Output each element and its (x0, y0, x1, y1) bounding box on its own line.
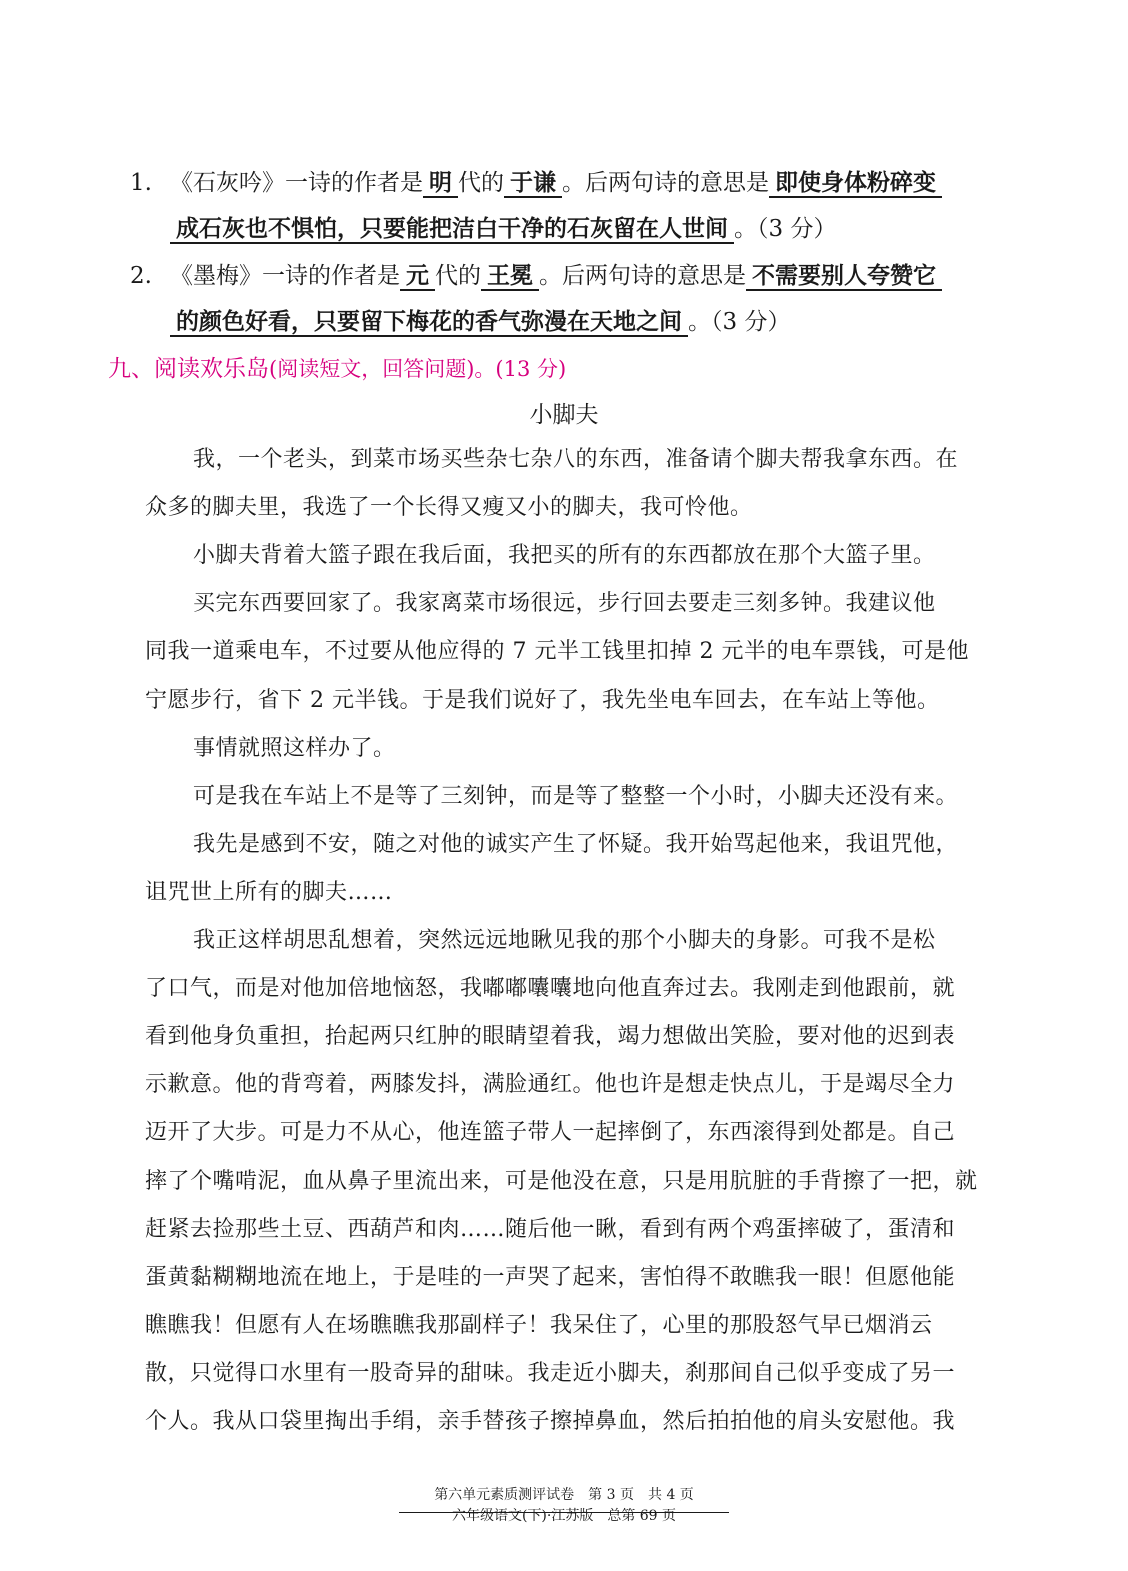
story-line: 事情就照这样办了。 (193, 735, 396, 761)
story-line: 瞧瞧我！但愿有人在场瞧瞧我那副样子！我呆住了，心里的那股怒气早已烟消云 (145, 1312, 933, 1338)
story-line: 我，一个老头，到菜市场买些杂七杂八的东西，准备请个脚夫帮我拿东西。在 (193, 447, 959, 472)
story-title: 小脚夫 (529, 402, 599, 428)
question-text: 。后两句诗的意思是 (562, 170, 769, 196)
answer-dynasty: 明 (423, 170, 458, 198)
story-line: 我正这样胡思乱想着，突然远远地瞅见我的那个小脚夫的身影。可我不是松 (193, 928, 936, 953)
question-score: 。（3 分） (734, 216, 837, 242)
story-line: 宁愿步行，省下 2 元半钱。于是我们说好了，我先坐电车回去，在车站上等他。 (145, 687, 940, 713)
story-line: 同我一道乘电车，不过要从他应得的 7 元半工钱里扣掉 2 元半的电车票钱，可是他 (145, 639, 969, 665)
story-line: 看到他身负重担，抬起两只红肿的眼睛望着我，竭力想做出笑脸，要对他的迟到表 (145, 1024, 956, 1050)
question-line (170, 253, 942, 299)
question-text: 代的 (435, 263, 481, 289)
story-line: 众多的脚夫里，我选了一个长得又瘦又小的脚夫，我可怜他。 (145, 495, 753, 521)
section-subtitle: (阅读短文，回答问题)。(13 分) (269, 357, 567, 381)
question-score: 。（3 分） (688, 309, 791, 335)
story-line: 可是我在车站上不是等了三刻钟，而是等了整整一个小时，小脚夫还没有来。 (193, 783, 959, 809)
section-heading (108, 350, 566, 383)
answer-meaning: 即使身体粉碎变 (769, 170, 942, 198)
question-line (170, 299, 790, 345)
question-1 (130, 160, 1030, 252)
question-text: 。后两句诗的意思是 (539, 263, 746, 289)
question-number: 2. (130, 263, 152, 289)
question-line (170, 206, 836, 252)
answer-meaning: 不需要别人夸赞它 (746, 263, 942, 291)
answer-author: 王冕 (481, 263, 539, 291)
story-line: 买完东西要回家了。我家离菜市场很远，步行回去要走三刻多钟。我建议他 (193, 591, 936, 617)
story-line: 诅咒世上所有的脚夫…… (145, 879, 393, 905)
story-line: 赶紧去捡那些土豆、西葫芦和肉……随后他一瞅，看到有两个鸡蛋摔破了，蛋清和 (145, 1216, 956, 1242)
answer-meaning: 的颜色好看，只要留下梅花的香气弥漫在天地之间 (170, 309, 688, 337)
answer-dynasty: 元 (400, 263, 435, 291)
story-line: 散，只觉得口水里有一股奇异的甜味。我走近小脚夫，刹那间自己似乎变成了另一 (145, 1360, 956, 1386)
question-2 (130, 253, 1030, 345)
story-line: 了口气，而是对他加倍地恼怒，我嘟嘟囔囔地向他直奔过去。我刚走到他跟前，就 (145, 976, 956, 1002)
story-line: 示歉意。他的背弯着，两膝发抖，满脸通红。他也许是想走快点儿，于是竭尽全力 (145, 1072, 956, 1098)
section-title: 九、阅读欢乐岛 (108, 356, 269, 382)
story-line: 迈开了大步。可是力不从心，他连篮子带人一起摔倒了，东西滚得到处都是。自己 (145, 1120, 956, 1146)
footer-line-2: 六年级语文(下)·江苏版 总第 69 页 (451, 1508, 677, 1524)
question-number: 1. (130, 170, 152, 196)
story-line: 我先是感到不安，随之对他的诚实产生了怀疑。我开始骂起他来，我诅咒他， (193, 831, 959, 857)
question-text: 《墨梅》一诗的作者是 (170, 263, 400, 289)
answer-author: 于谦 (504, 170, 562, 198)
question-text: 《石灰吟》一诗的作者是 (170, 170, 423, 196)
story-line: 小脚夫背着大篮子跟在我后面，我把买的所有的东西都放在那个大篮子里。 (193, 543, 936, 569)
story-line: 摔了个嘴啃泥，血从鼻子里流出来，可是他没在意，只是用肮脏的手背擦了一把，就 (145, 1168, 978, 1194)
footer-line-1: 第六单元素质测评试卷 第 3 页 共 4 页 (434, 1487, 694, 1503)
answer-meaning: 成石灰也不惧怕，只要能把洁白干净的石灰留在人世间 (170, 216, 734, 244)
story-line: 蛋黄黏糊糊地流在地上，于是哇的一声哭了起来，害怕得不敢瞧我一眼！但愿他能 (145, 1264, 956, 1290)
story-line: 个人。我从口袋里掏出手绢，亲手替孩子擦掉鼻血，然后拍拍他的肩头安慰他。我 (145, 1409, 956, 1434)
question-line (170, 160, 942, 206)
question-text: 代的 (458, 170, 504, 196)
